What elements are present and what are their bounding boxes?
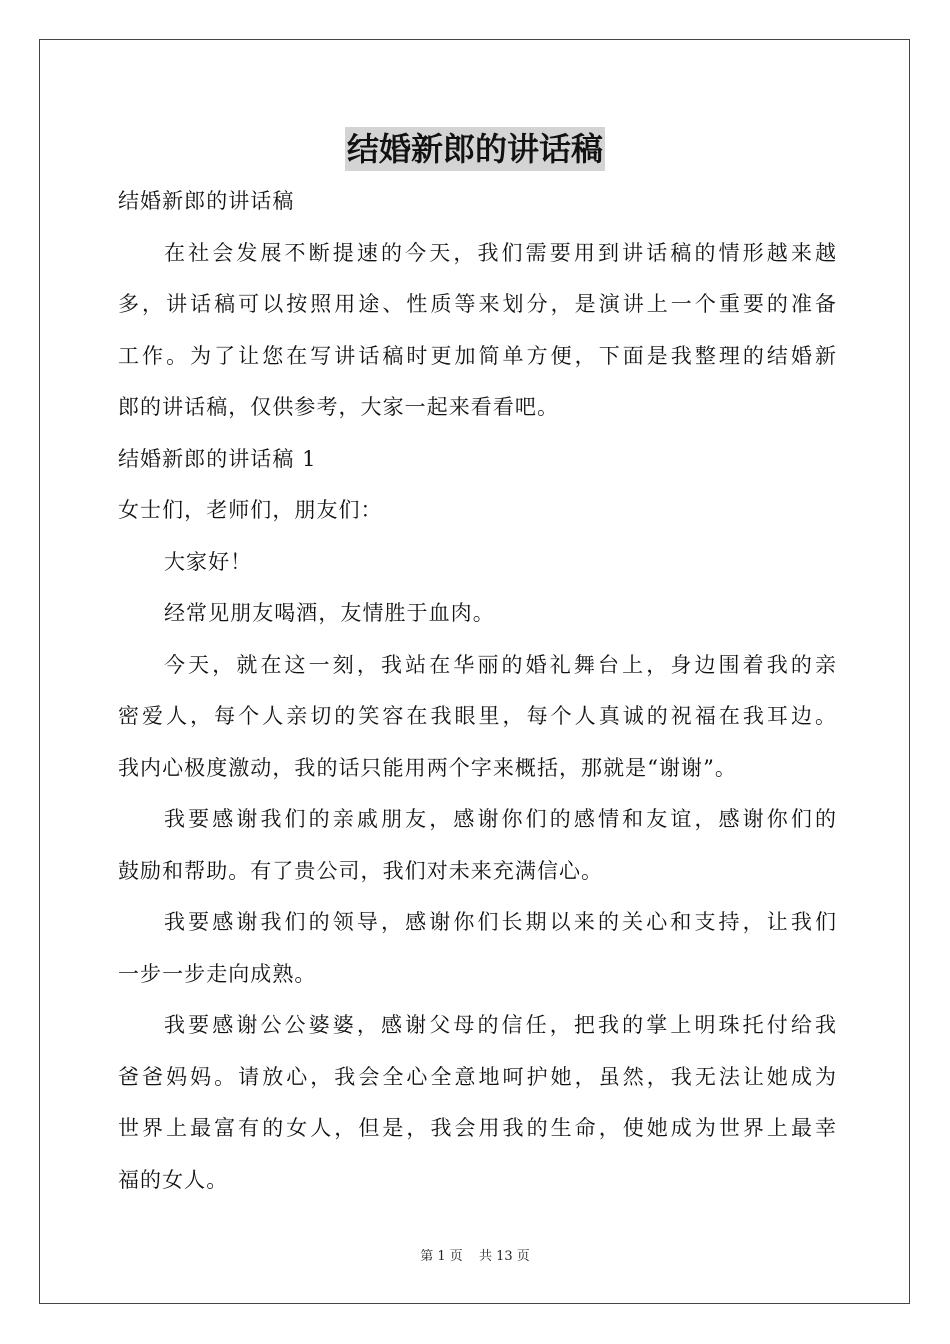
text-line: 我要感谢我们的亲戚朋友，感谢你们的感情和友谊，感谢你们的 bbox=[164, 807, 836, 831]
text-line: 结婚新郎的讲话稿 bbox=[118, 189, 295, 213]
text-line: 爸爸妈妈。请放心，我会全心全意地呵护她，虽然，我无法让她成为 bbox=[118, 1064, 836, 1089]
text-line: 在社会发展不断提速的今天，我们需要用到讲话稿的情形越来越 bbox=[164, 240, 836, 265]
text-line: 经常见朋友喝酒，友情胜于血肉。 bbox=[164, 601, 495, 625]
page-footer bbox=[0, 1248, 950, 1266]
document-body bbox=[118, 176, 836, 1206]
text-line: 密爱人，每个人亲切的笑容在我眼里，每个人真诚的祝福在我耳边。 bbox=[118, 704, 836, 728]
page-number: 第 1 页 bbox=[420, 1249, 463, 1264]
text-line: 大家好！ bbox=[164, 549, 253, 574]
text-line: 郎的讲话稿，仅供参考，大家一起来看看吧。 bbox=[118, 395, 559, 419]
page-total: 共 13 页 bbox=[478, 1249, 530, 1264]
text-line: 结婚新郎的讲话稿 1 bbox=[118, 446, 317, 471]
text-line: 我要感谢我们的领导，感谢你们长期以来的关心和支持，让我们 bbox=[164, 910, 836, 934]
text-line: 世界上最富有的女人，但是，我会用我的生命，使她成为世界上最幸 bbox=[118, 1116, 836, 1140]
text-line: 今天，就在这一刻，我站在华丽的婚礼舞台上，身边围着我的亲 bbox=[164, 652, 836, 677]
text-line: 鼓励和帮助。有了贵公司，我们对未来充满信心。 bbox=[118, 858, 604, 883]
text-line: 我要感谢公公婆婆，感谢父母的信任，把我的掌上明珠托付给我 bbox=[164, 1013, 836, 1037]
text-line: 福的女人。 bbox=[118, 1167, 229, 1192]
text-line: 女士们，老师们，朋友们： bbox=[118, 498, 383, 522]
title-container bbox=[0, 127, 950, 171]
text-line: 一步一步走向成熟。 bbox=[118, 961, 317, 986]
text-line: 我内心极度激动，我的话只能用两个字来概括，那就是“谢谢”。 bbox=[118, 755, 737, 780]
document-title: 结婚新郎的讲话稿 bbox=[345, 127, 605, 171]
text-line: 工作。为了让您在写讲话稿时更加简单方便，下面是我整理的结婚新 bbox=[118, 343, 836, 368]
text-line: 多，讲话稿可以按照用途、性质等来划分，是演讲上一个重要的准备 bbox=[118, 292, 836, 316]
